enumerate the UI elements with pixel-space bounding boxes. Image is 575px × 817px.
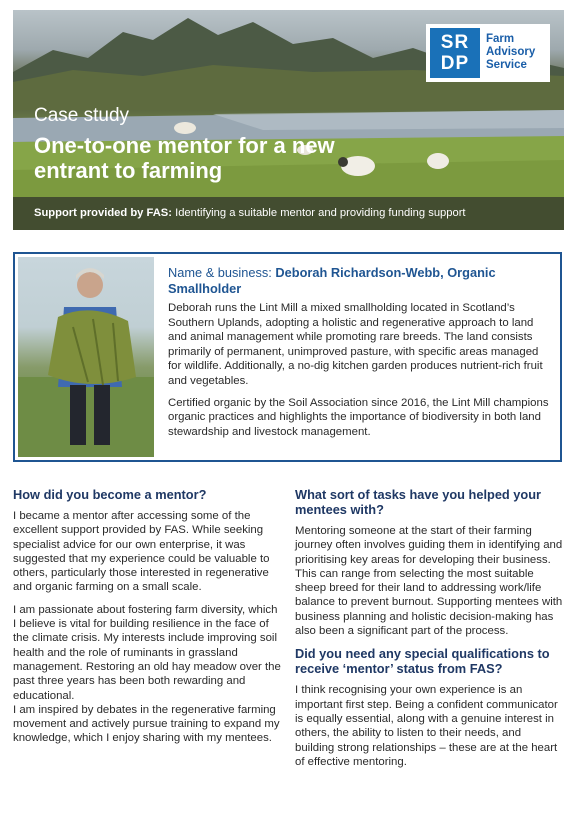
page-title: One-to-one mentor for a new entrant to farming [34, 133, 335, 183]
left-column [13, 487, 281, 754]
body-paragraph: I am passionate about fostering farm diversity, which I believe is vital for building resilience in the face of the climate crisis. My interests include improving soil health and the role of ruminants in grassland management. Restoring an old hay meadow over the past three years has been both rewarding and educational. [13, 603, 281, 702]
right-column [295, 487, 563, 777]
logo-mark-line2: DP [440, 53, 470, 74]
logo-line3: Service [486, 59, 527, 71]
qualifications-heading: Did you need any special qualifications to receive ‘mentor’ status from FAS? [295, 646, 550, 677]
case-study-label: Case study [34, 105, 130, 126]
profile-text [168, 265, 553, 446]
mentor-heading: How did you become a mentor? [13, 487, 207, 502]
profile-box [13, 252, 562, 462]
support-bar [13, 197, 564, 230]
profile-paragraph: Certified organic by the Soil Association since 2016, the Lint Mill champions organic practices and highlights the importance of biodiversity in both land stewardship and livestock management. [168, 396, 549, 438]
body-paragraph: I think recognising your own experience is an important first step. Being a confident communicator is equally essential, along with a genuine interest in others, the ability to listen to their needs, and building strong relationships – these are at the heart of effective mentoring. [295, 684, 558, 768]
portrait-photo [18, 257, 154, 457]
body-paragraph: I became a mentor after accessing some of the excellent support provided by FAS. While seeking specialist advice for our own enterprise, it was suggested that my experience could be valuable to others, particularly those interested in regenerative and organic farming on a small scale. [13, 510, 270, 594]
fas-logo [426, 24, 550, 82]
logo-line2: Advisory [486, 46, 536, 58]
support-text: Identifying a suitable mentor and providing funding support [175, 207, 466, 219]
logo-mark-line1: SR [440, 32, 470, 53]
tasks-heading: What sort of tasks have you helped your mentees with? [295, 487, 542, 517]
hero-banner [13, 10, 564, 230]
support-label: Support provided by FAS: [34, 207, 172, 219]
srdp-logo-mark [430, 28, 480, 78]
logo-wordmark [486, 33, 535, 72]
profile-name [168, 265, 553, 296]
logo-line1: Farm [486, 33, 515, 45]
name-value: Deborah Richardson-Webb, Organic Smallholder [168, 265, 496, 296]
profile-paragraph: Deborah runs the Lint Mill a mixed smallholding located in Scotland’s Southern Uplands, adopting a holistic and regenerative approach to land and animal management while promoting rare breeds. The land consists primarily of permanent, unimproved pasture, with specific areas managed for wildlife. Additionally, a no-dig kitchen garden produces nutrient-rich fruit and vegetables. [168, 302, 543, 387]
body-paragraph: Mentoring someone at the start of their farming journey often involves guiding them in identifying and prioritising key areas for developing their business. This can range from selecting the most suitable sheep breed for their land to addressing work/life balance to prevent burnout. Supporting mentees with business planning and holistic decision-making has also been a significant part of the process. [295, 525, 563, 638]
body-paragraph: I am inspired by debates in the regenerative farming movement and actively pursue training to expand my knowledge, which I enjoy sharing with my mentees. [13, 703, 280, 745]
name-label: Name & business: [168, 265, 272, 280]
farmer-portrait [18, 257, 154, 457]
